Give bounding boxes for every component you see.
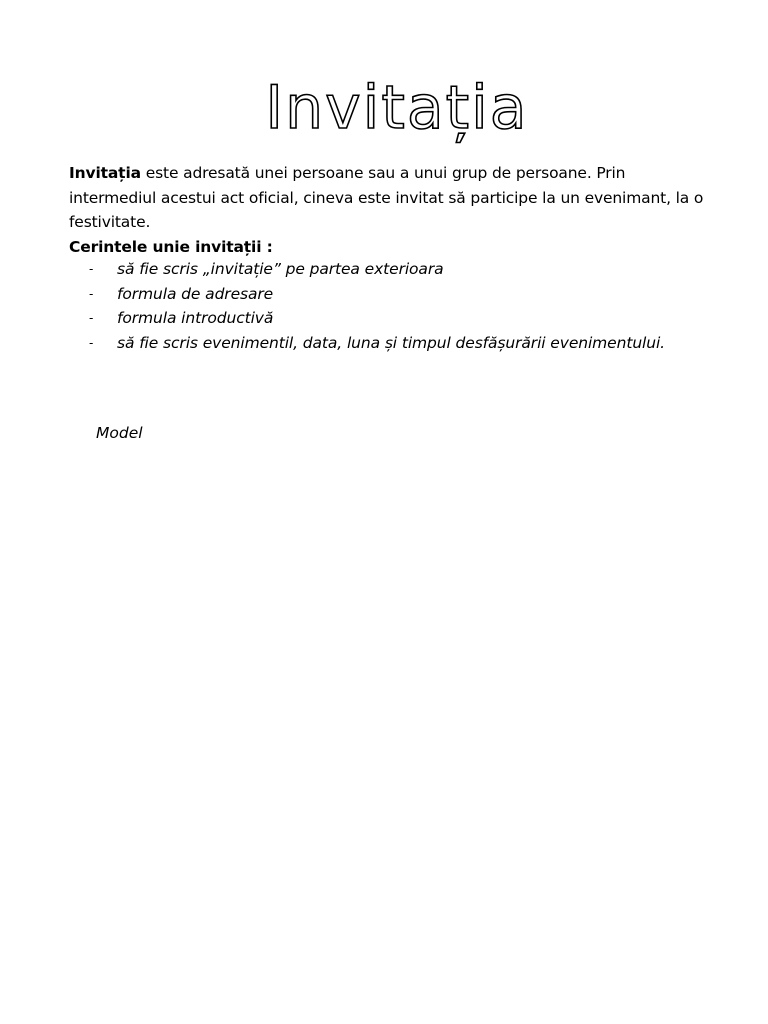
list-item bbox=[69, 282, 729, 307]
list-item-text: formula de adresare bbox=[117, 284, 274, 303]
list-item bbox=[69, 257, 729, 282]
intro-section bbox=[69, 161, 709, 259]
requirements-list bbox=[69, 257, 729, 355]
requirements-heading: Cerintele unie invitații : bbox=[69, 237, 273, 256]
list-bullet: - bbox=[89, 262, 94, 276]
list-item-text: să fie scris evenimentil, data, luna și timpul desfășurării evenimentului. bbox=[117, 333, 666, 352]
page-title: Invitația bbox=[265, 74, 529, 143]
intro-text: este adresată unei persoane sau a unui grup de persoane. Prin intermediul acestui act oficial, cineva este invitat să participe la un evenimant, la o festivitate. bbox=[69, 164, 704, 231]
list-item-text: formula introductivă bbox=[117, 309, 274, 327]
list-bullet: - bbox=[89, 335, 94, 350]
intro-term: Invitația bbox=[69, 164, 141, 182]
model-label: Model bbox=[96, 424, 143, 442]
list-item-text: să fie scris „invitație” pe partea exterioara bbox=[117, 260, 444, 278]
intro-paragraph bbox=[69, 161, 709, 235]
list-bullet: - bbox=[89, 311, 94, 325]
list-item bbox=[69, 306, 729, 331]
title-block bbox=[0, 74, 768, 146]
list-bullet: - bbox=[89, 286, 94, 301]
title-graphic bbox=[0, 74, 768, 146]
list-item bbox=[69, 331, 729, 356]
